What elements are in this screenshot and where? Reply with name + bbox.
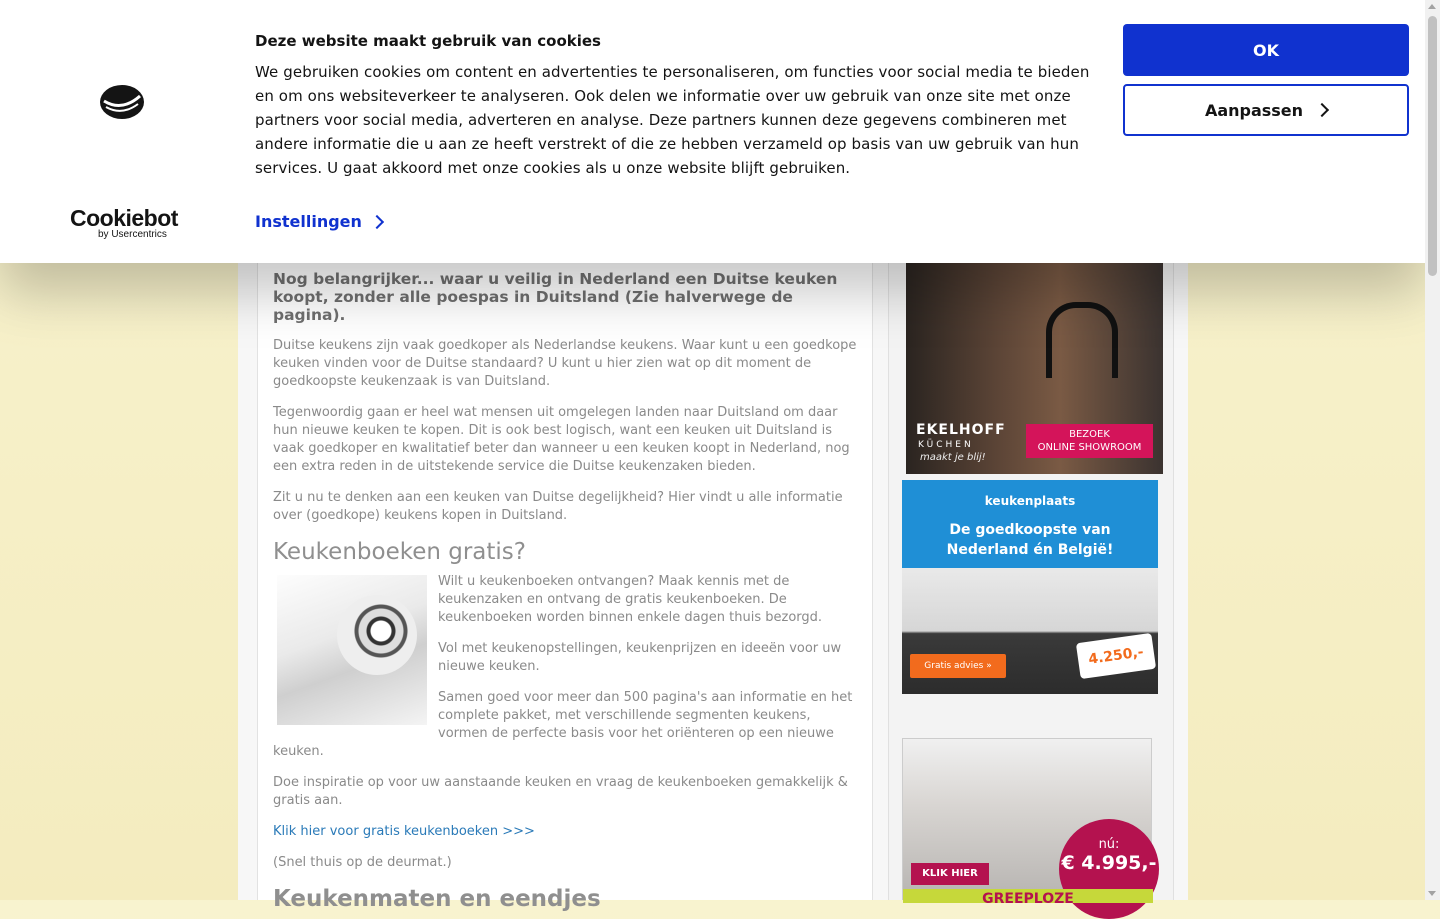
- ad-advice-button[interactable]: Gratis advies »: [910, 654, 1006, 678]
- scrollbar-thumb[interactable]: [1428, 16, 1437, 276]
- intro-heading: Nog belangrijker... waar u veilig in Nederland een Duitse keuken koopt, zonder alle poespas in Duitsland (Zie halverwege de pagina).: [273, 270, 838, 324]
- ad-price-prefix: nú:: [1098, 837, 1120, 852]
- chevron-right-icon: [1315, 103, 1329, 117]
- article: [273, 270, 857, 912]
- faucet-graphic: [1046, 302, 1118, 378]
- section-paragraph: Samen goed voor meer dan 500 pagina's aan informatie en het complete pakket, met verschillende segmenten keukens, vormen de perfecte basis voor het oriënteren op een nieuwe keuken.: [273, 690, 853, 759]
- cookie-settings-link[interactable]: [255, 212, 382, 231]
- ad-cta-line: ONLINE SHOWROOM: [1037, 442, 1142, 453]
- kitchen-offer-ad[interactable]: [902, 738, 1157, 907]
- keukenboeken-link[interactable]: Klik hier voor gratis keukenboeken >>>: [273, 824, 535, 839]
- ad-headline-line: De goedkoopste van: [949, 522, 1111, 538]
- keukenplaats-ad[interactable]: [902, 480, 1158, 694]
- customize-button[interactable]: [1123, 84, 1409, 136]
- ad-bottom-banner: GREEPLOZE: [903, 889, 1153, 903]
- delivery-note: (Snel thuis op de deurmat.): [273, 855, 452, 870]
- section-paragraph: Vol met keukenopstellingen, keukenprijzen en ideeën voor uw nieuwe keuken.: [438, 641, 842, 674]
- chevron-right-icon: [370, 214, 384, 228]
- ad-price-tag: 4.250,-: [1076, 633, 1156, 679]
- ad-price-badge: [1059, 819, 1159, 919]
- article-paragraph: Zit u nu te denken aan een keuken van Duitse degelijkheid? Hier vindt u alle informatie over (goedkope) keukens kopen in Duitsland.: [273, 490, 843, 523]
- article-paragraph: Tegenwoordig gaan er heel wat mensen uit omgelegen landen naar Duitsland om daar hun nieuwe keuken te kopen. Dit is ook best logisch, want een keuken uit Duitsland is vaak goedkoper en kwalitatief beter dan wanneer u een keuken koopt in Nederland, nog een extra reden in de uitstekende service die Duitse keukenzaken bieden.: [273, 405, 850, 474]
- section-heading: Keukenboeken gratis?: [273, 539, 526, 565]
- ad-click-here-button[interactable]: KLIK HIER: [911, 863, 989, 885]
- customize-label: Aanpassen: [1204, 100, 1304, 120]
- cookie-title: Deze website maakt gebruik van cookies: [255, 32, 601, 50]
- vertical-scrollbar[interactable]: [1425, 0, 1440, 900]
- ad-headline-line: Nederland én België!: [946, 542, 1114, 558]
- ad-brand-sub: KÜCHEN: [918, 440, 974, 450]
- ad-cta-line: BEZOEK: [1069, 429, 1110, 440]
- scroll-down-arrow-icon[interactable]: [1428, 891, 1436, 896]
- cookie-settings-label: Instellingen: [255, 212, 362, 231]
- next-section-heading: Keukenmaten en eendjes: [273, 886, 601, 912]
- ok-button[interactable]: OK: [1123, 24, 1409, 76]
- cookiebot-logo-icon: [98, 82, 146, 122]
- cookie-banner: [0, 0, 1425, 263]
- magazines-image: [277, 575, 427, 725]
- section-paragraph: Wilt u keukenboeken ontvangen? Maak kennis met de keukenzaken en ontvang de gratis keukenboeken. De keukenboeken worden binnen enkele dagen thuis bezorgd.: [438, 574, 823, 625]
- cookiebot-brand-name: Cookiebot: [70, 205, 178, 231]
- article-paragraph: Duitse keukens zijn vaak goedkoper als Nederlandse keukens. Waar kunt u een goedkope keuken vinden voor de Duitse standaard? U kunt u hier zien wat op dit moment de goedkoopste keukenzaak is van Duitsland.: [273, 338, 857, 389]
- ad-logo: keukenplaats: [984, 494, 1076, 508]
- ad-price: € 4.995,-: [1061, 852, 1157, 874]
- magazine-roll-graphic: [337, 595, 417, 675]
- ad-brand: EKELHOFF: [916, 422, 1006, 438]
- ad-tagline: maakt je blij!: [920, 452, 986, 463]
- scroll-up-arrow-icon[interactable]: [1428, 4, 1436, 9]
- ekelhoff-ad[interactable]: [906, 262, 1163, 474]
- ad-showroom-button[interactable]: [1026, 424, 1153, 458]
- cookiebot-brand-sub: by Usercentrics: [98, 229, 167, 240]
- cookiebot-brand: [70, 206, 180, 240]
- section-paragraph: Doe inspiratie op voor uw aanstaande keuken en vraag de keukenboeken gemakkelijk & gratis aan.: [273, 775, 848, 808]
- cookie-text: We gebruiken cookies om content en advertenties te personaliseren, om functies voor social media te bieden en om ons websiteverkeer te analyseren. Ook delen we informatie over uw gebruik van onze site met onze partners voor social media, adverteren en analyse. Deze partners kunnen deze gegevens combineren met andere informatie die u aan ze heeft verstrekt of die ze hebben verzameld op basis van uw gebruik van hun services. U gaat akkoord met onze cookies als u onze website blijft gebruiken.: [255, 63, 1090, 177]
- ad-headline: [902, 520, 1158, 560]
